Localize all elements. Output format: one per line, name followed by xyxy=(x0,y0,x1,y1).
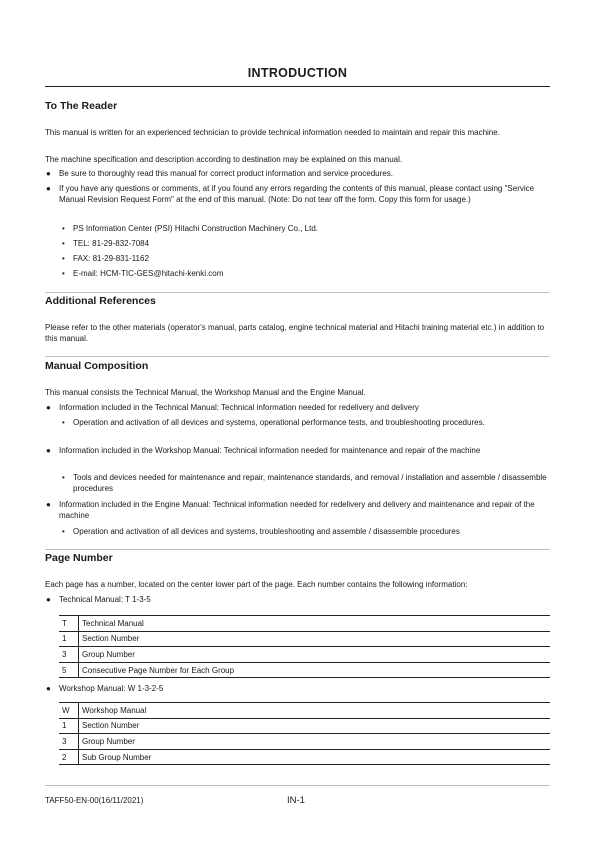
workshop-manual-label xyxy=(45,683,550,694)
workshop-manual-label-text: Workshop Manual: W 1-3-2-5 xyxy=(59,684,164,693)
table-row xyxy=(59,647,550,663)
table-row xyxy=(59,703,550,719)
footer-document-code: TAFF50-EN-00(16/11/2021) xyxy=(45,796,144,805)
bullet-icon: ● xyxy=(46,446,51,455)
bullet-icon: ● xyxy=(46,403,51,412)
composition-item xyxy=(45,402,550,413)
section-heading-to-reader: To The Reader xyxy=(45,100,118,112)
table-value: Section Number xyxy=(79,718,551,734)
table-row xyxy=(59,749,550,765)
composition-paragraph: This manual consists the Technical Manual, the Workshop Manual and the Engine Manual. xyxy=(45,388,366,397)
contact-item xyxy=(59,268,550,279)
bullet-icon: ● xyxy=(46,595,51,604)
workshop-manual-table xyxy=(59,702,550,765)
table-row xyxy=(59,631,550,647)
table-key: 3 xyxy=(59,647,79,663)
contact-psi: PS Information Center (PSI) Hitachi Construction Machinery Co., Ltd. xyxy=(73,224,318,233)
composition-subitem xyxy=(59,417,550,428)
section-divider xyxy=(45,292,550,293)
table-value: Section Number xyxy=(79,631,551,647)
composition-item-text: Information included in the Technical Manual: Technical information needed for redelivery and delivery xyxy=(59,403,419,412)
table-value: Technical Manual xyxy=(79,616,551,632)
composition-subitem-text: Operation and activation of all devices and systems, troubleshooting and assemble / disassemble procedures xyxy=(73,527,460,536)
contact-item xyxy=(59,238,550,249)
footer-rule xyxy=(45,785,550,786)
footer-page-number: IN-1 xyxy=(287,795,305,806)
technical-manual-label xyxy=(45,594,550,605)
contact-fax: FAX: 81-29-831-1162 xyxy=(73,254,149,263)
additional-paragraph: Please refer to the other materials (operator's manual, parts catalog, engine technical material and Hitachi training material etc.) in addition to this manual. xyxy=(45,323,545,343)
section-heading-additional: Additional References xyxy=(45,295,156,307)
reader-bullet-1 xyxy=(45,168,550,179)
sub-bullet-icon: • xyxy=(62,418,65,427)
table-key: 3 xyxy=(59,734,79,750)
table-row xyxy=(59,718,550,734)
section-heading-composition: Manual Composition xyxy=(45,360,149,372)
section-divider xyxy=(45,356,550,357)
page-title: INTRODUCTION xyxy=(247,66,348,80)
reader-bullet-2 xyxy=(45,183,550,205)
bullet-icon: ● xyxy=(46,169,51,178)
section-divider xyxy=(45,549,550,550)
composition-item-text: Information included in the Engine Manual: Technical information needed for redelivery and delivery and maintenance and repair of the machine xyxy=(59,500,535,520)
table-value: Group Number xyxy=(79,734,551,750)
table-value: Workshop Manual xyxy=(79,703,551,719)
contact-tel: TEL: 81-29-832-7084 xyxy=(73,239,150,248)
table-row xyxy=(59,662,550,678)
sub-bullet-icon: • xyxy=(62,269,65,278)
table-key: 1 xyxy=(59,718,79,734)
composition-item-text: Information included in the Workshop Manual: Technical information needed for maintenance and repair of the machine xyxy=(59,446,481,455)
table-value: Sub Group Number xyxy=(79,749,551,765)
table-key: W xyxy=(59,703,79,719)
reader-paragraph-2: The machine specification and description according to destination may be explained on this manual. xyxy=(45,155,403,164)
composition-item xyxy=(45,499,550,521)
sub-bullet-icon: • xyxy=(62,473,65,482)
sub-bullet-icon: • xyxy=(62,527,65,536)
title-rule xyxy=(45,86,550,87)
reader-bullet-2-text: If you have any questions or comments, at if you found any errors regarding the contents of this manual, please contact using "Service Manual Revision Request Form" at the end of this manual. (Note: Do not tear off the form. Copy this form for usage.) xyxy=(59,184,535,204)
composition-subitem-text: Operation and activation of all devices and systems, operational performance tests, and troubleshooting procedures. xyxy=(73,418,485,427)
sub-bullet-icon: • xyxy=(62,224,65,233)
table-key: 5 xyxy=(59,662,79,678)
sub-bullet-icon: • xyxy=(62,254,65,263)
table-value: Consecutive Page Number for Each Group xyxy=(79,662,551,678)
table-row xyxy=(59,616,550,632)
technical-manual-label-text: Technical Manual: T 1-3-5 xyxy=(59,595,151,604)
table-key: 1 xyxy=(59,631,79,647)
reader-bullet-1-text: Be sure to thoroughly read this manual for correct product information and service procedures. xyxy=(59,169,393,178)
page-number-paragraph: Each page has a number, located on the center lower part of the page. Each number contains the following information: xyxy=(45,580,468,589)
contact-item xyxy=(59,223,550,234)
composition-subitem-text: Tools and devices needed for maintenance and repair, maintenance standards, and removal / installation and assemble / disassemble procedures xyxy=(73,473,547,493)
contact-email: E-mail: HCM-TIC-GES@hitachi-kenki.com xyxy=(73,269,224,278)
technical-manual-table xyxy=(59,615,550,678)
bullet-icon: ● xyxy=(46,184,51,193)
reader-paragraph-1: This manual is written for an experienced technician to provide technical information needed to maintain and repair this machine. xyxy=(45,128,500,137)
composition-item xyxy=(45,445,550,456)
table-row xyxy=(59,734,550,750)
table-value: Group Number xyxy=(79,647,551,663)
bullet-icon: ● xyxy=(46,500,51,509)
bullet-icon: ● xyxy=(46,684,51,693)
contact-item xyxy=(59,253,550,264)
sub-bullet-icon: • xyxy=(62,239,65,248)
table-key: 2 xyxy=(59,749,79,765)
table-key: T xyxy=(59,616,79,632)
section-heading-page-number: Page Number xyxy=(45,552,113,564)
composition-subitem xyxy=(59,526,550,537)
composition-subitem xyxy=(59,472,550,494)
